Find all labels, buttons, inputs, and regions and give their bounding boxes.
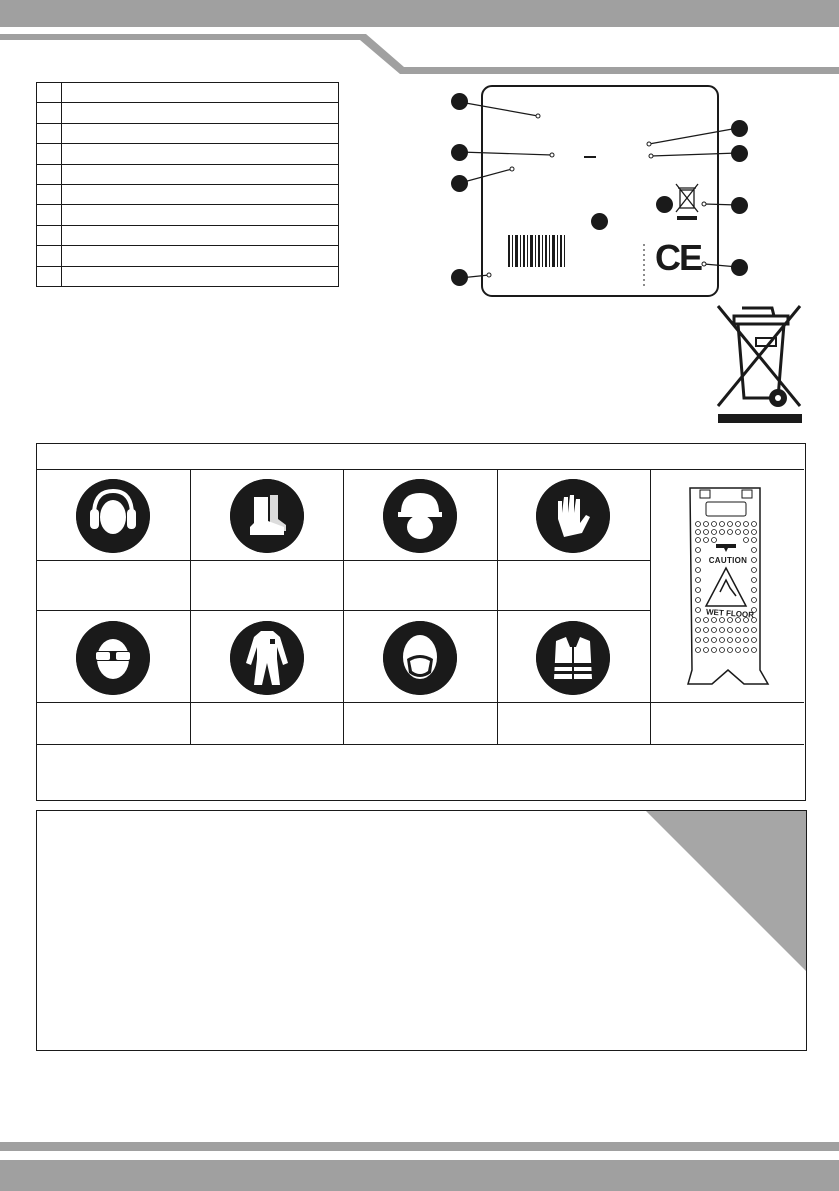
legend-row (37, 266, 339, 286)
callout-marker (591, 213, 608, 230)
legend-row (37, 205, 339, 225)
crossed-out-bin-icon (714, 302, 806, 426)
protective-overalls-icon (230, 621, 304, 695)
rating-label-diagram (444, 82, 754, 302)
hard-hat-icon (383, 479, 457, 553)
safety-boots-icon (230, 479, 304, 553)
ppe-label-cell (191, 703, 344, 745)
eye-protection-icon (76, 621, 150, 695)
callout-marker (731, 259, 748, 276)
callout-marker (731, 120, 748, 137)
ppe-label-cell (191, 561, 344, 611)
footer-band-thin (0, 1142, 839, 1151)
wet-floor-text: WET FLOOR (705, 607, 755, 620)
callout-marker (451, 144, 468, 161)
legend-row (37, 123, 339, 143)
callout-marker (451, 269, 468, 286)
ear-protection-icon (76, 479, 150, 553)
dust-mask-icon (383, 621, 457, 695)
header-swoosh (0, 27, 839, 77)
ppe-label-cell (498, 703, 651, 745)
ppe-label-cell (37, 703, 191, 745)
rating-label-legend-table (36, 82, 339, 287)
header-band (0, 0, 839, 27)
notes-panel (36, 810, 807, 1051)
ppe-label-cell (498, 561, 651, 611)
legend-row (37, 164, 339, 184)
callout-marker (656, 196, 673, 213)
legend-row (37, 246, 339, 266)
wet-floor-sign-icon (684, 484, 772, 692)
ce-mark: CE (655, 237, 702, 278)
footer-band-thick (0, 1160, 839, 1191)
legend-row (37, 144, 339, 164)
legend-row (37, 103, 339, 123)
legend-row (37, 184, 339, 204)
corner-triangle (646, 811, 806, 971)
callout-marker (451, 175, 468, 192)
ppe-label-cell (344, 703, 498, 745)
ppe-warning-strip (37, 745, 804, 799)
safety-gloves-icon (536, 479, 610, 553)
callout-marker (731, 197, 748, 214)
ppe-label-cell (344, 561, 498, 611)
ppe-label-cell (651, 703, 804, 745)
caution-text: CAUTION (708, 556, 748, 565)
callout-marker (731, 145, 748, 162)
legend-row (37, 83, 339, 103)
callout-marker (451, 93, 468, 110)
ppe-panel-header (37, 444, 804, 470)
hi-vis-vest-icon (536, 621, 610, 695)
ppe-label-cell (37, 561, 191, 611)
legend-row (37, 225, 339, 245)
